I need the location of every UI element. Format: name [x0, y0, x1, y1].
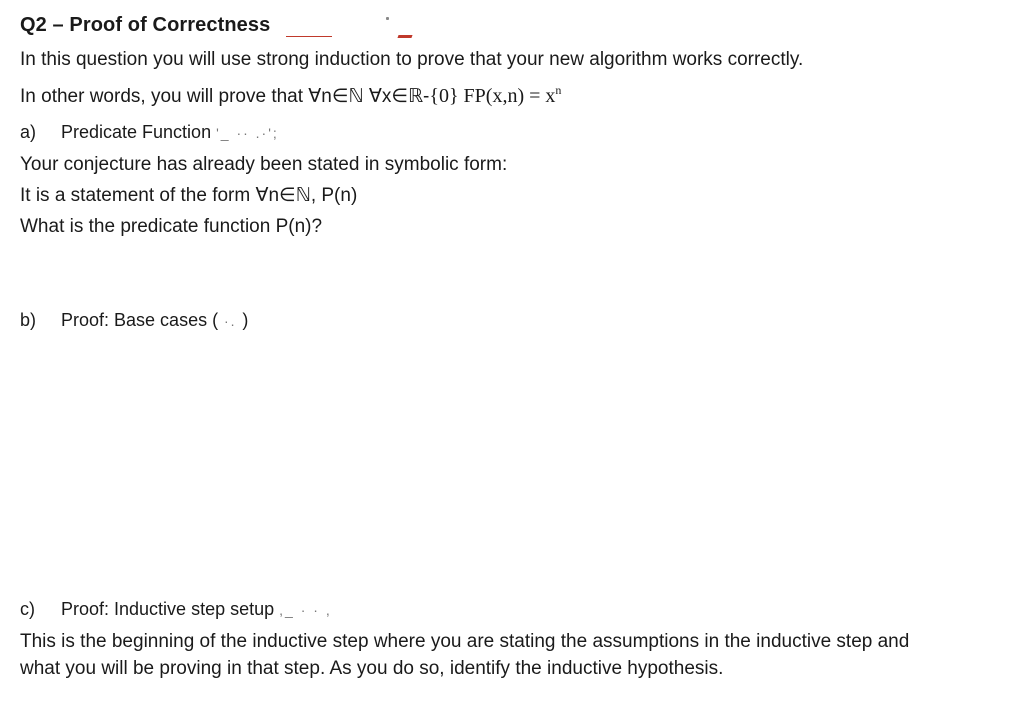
- intro-line-2-math: {0} FP(x,n) = x: [429, 85, 556, 107]
- intro-line-2: [20, 78, 561, 109]
- section-b-letter: b): [20, 310, 37, 330]
- faint-scribble: '_ ·· .·';: [216, 125, 279, 141]
- section-a-title: Predicate Function: [61, 122, 212, 142]
- section-c-line-2: what you will be proving in that step. As you do so, identify the inductive hypothesis.: [20, 658, 724, 679]
- section-a-line-1: Your conjecture has already been stated in symbolic form:: [20, 154, 508, 175]
- section-b-heading: [20, 308, 248, 333]
- section-c-heading: [20, 597, 332, 622]
- section-c-line-1: This is the beginning of the inductive step where you are stating the assumptions in the inductive step and: [20, 631, 910, 652]
- section-a-line-3: What is the predicate function P(n)?: [20, 216, 323, 237]
- question-title: Q2 – Proof of Correctness: [20, 14, 271, 36]
- red-annotation-mark: [397, 35, 412, 38]
- section-c-title: Proof: Inductive step setup: [61, 599, 275, 619]
- section-a-letter: a): [20, 122, 37, 142]
- section-a-heading: [20, 120, 279, 145]
- stray-mark: [386, 17, 389, 20]
- faint-scribble: ,_ · · ,: [279, 602, 332, 618]
- section-b-close: ): [242, 310, 249, 330]
- section-b-title: Proof: Base cases (: [61, 310, 219, 330]
- section-a-line-2: It is a statement of the form ∀n∈ℕ, P(n): [20, 185, 358, 206]
- intro-line-1: In this question you will use strong induction to prove that your new algorithm works correctly.: [20, 49, 804, 70]
- intro-line-2-prefix: In other words, you will prove that ∀n∈ℕ ∀x∈ℝ-: [20, 86, 430, 107]
- faint-scribble: ·.: [218, 313, 243, 329]
- title-underline-mark: [286, 36, 332, 37]
- section-c-letter: c): [20, 599, 35, 619]
- intro-line-2-superscript: n: [555, 83, 562, 97]
